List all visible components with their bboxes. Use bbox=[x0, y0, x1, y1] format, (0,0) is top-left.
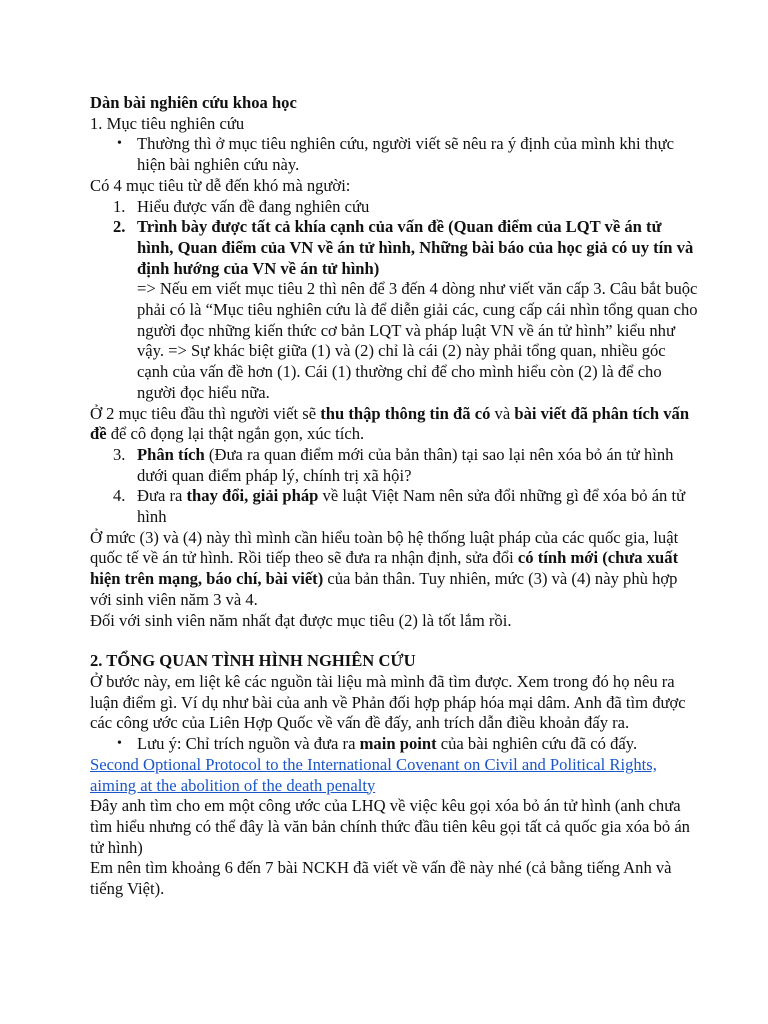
goals-list-b bbox=[90, 445, 700, 528]
section-1-bullets bbox=[90, 134, 700, 175]
text-run: và bbox=[490, 403, 515, 423]
goals-list-a bbox=[90, 197, 700, 404]
item-number: 2. bbox=[113, 217, 126, 237]
text-run: của bản thân. Tuy nhiên, mức (3) và (4) này phù hợp với sinh viên năm 3 và 4. bbox=[90, 569, 678, 609]
paragraph-levels-3-4 bbox=[90, 528, 700, 611]
text-run: Đưa ra bbox=[137, 486, 187, 506]
link-paragraph bbox=[90, 755, 700, 796]
bold-run: thu thập thông tin đã có bbox=[320, 403, 491, 423]
text-run: Lưu ý: Chỉ trích nguồn và đưa ra bbox=[137, 734, 360, 754]
goals-intro: Có 4 mục tiêu từ dễ đến khó mà người: bbox=[90, 175, 351, 195]
section-1-heading: 1. Mục tiêu nghiên cứu bbox=[90, 113, 245, 133]
text-run: để cô đọng lại thật ngắn gọn, xúc tích. bbox=[106, 424, 365, 444]
section-2-heading: 2. TỔNG QUAN TÌNH HÌNH NGHIÊN CỨU bbox=[90, 651, 416, 671]
goal-2-explanation: => Nếu em viết mục tiêu 2 thì nên để 3 đến 4 dòng như viết văn cấp 3. Câu bắt buộc phải có là “Mục tiêu nghiên cứu là để diễn giải các, cung cấp cái nhìn tổng quan cho người đọc những kiến thức cơ bản LQT và pháp luật VN về án tử hình” kiểu như vậy. => Sự khác biệt giữa (1) và (2) chỉ là cái (2) này phải tổng quan, nhiều góc cạnh của vấn đề hơn (1). Cái (1) thường chỉ để cho mình hiểu còn (2) là để cho người đọc hiểu nữa. bbox=[137, 279, 698, 402]
document-title: Dàn bài nghiên cứu khoa học bbox=[90, 93, 297, 112]
item-number: 4. bbox=[113, 486, 126, 506]
bullet-item: • Thường thì ở mục tiêu nghiên cứu, người viết sẽ nêu ra ý định của mình khi thực hiện bài nghiên cứu này. bbox=[90, 134, 700, 175]
item-number: 3. bbox=[113, 444, 126, 464]
goal-text-bold: Trình bày được tất cả khía cạnh của vấn đề (Quan điểm của LQT về án tử hình, Quan điểm của VN về án tử hình, Những bài báo của học giả có uy tín và định hướng của VN về án tử hình) bbox=[137, 217, 694, 278]
paragraph-first-year: Đối với sinh viên năm nhất đạt được mục tiêu (2) là tốt lắm rồi. bbox=[90, 610, 512, 630]
section-2-bullets bbox=[90, 734, 700, 755]
bold-run: thay đổi, giải pháp bbox=[186, 486, 319, 506]
bullet-item bbox=[90, 734, 700, 755]
text-run: (Đưa ra quan điểm mới của bản thân) tại sao lại nên xóa bỏ án tử hình dưới quan điểm pháp lý, chính trị xã hội? bbox=[137, 444, 674, 485]
paragraph-research-count: Em nên tìm khoảng 6 đến 7 bài NCKH đã viết về vấn đề này nhé (cả bằng tiếng Anh và tiếng Việt). bbox=[90, 858, 672, 899]
bold-run: bài viết đã phân tích vấn đề bbox=[90, 403, 690, 444]
goal-item-4 bbox=[90, 486, 700, 527]
text-run: về luật Việt Nam nên sửa đổi những gì để xóa bỏ án tử hình bbox=[137, 486, 686, 527]
goal-item-3 bbox=[90, 445, 700, 486]
text-run: của bài nghiên cứu đã có đấy. bbox=[436, 734, 638, 754]
bold-run: Phân tích bbox=[137, 444, 205, 464]
goal-item-2 bbox=[90, 217, 700, 403]
paragraph-overview: Ở bước này, em liệt kê các nguồn tài liệu mà mình đã tìm được. Xem trong đó họ nêu ra luận điểm gì. Ví dụ như bài của anh về Phản đối hợp pháp hóa mại dâm. Anh đã tìm được các công ước của Liên Hợp Quốc về vấn đề đấy, anh trích dẫn điều khoản đấy ra. bbox=[90, 671, 686, 733]
bold-run: main point bbox=[359, 734, 437, 754]
text-run: Ở 2 mục tiêu đầu thì người viết sẽ bbox=[90, 403, 321, 423]
item-number: 1. bbox=[113, 196, 126, 216]
document-page bbox=[90, 93, 700, 900]
text-run: Ở mức (3) và (4) này thì mình cần hiểu toàn bộ hệ thống luật pháp của các quốc gia, luật quốc tế về án tử hình. Rồi tiếp theo sẽ đưa ra nhận định, sửa đổi bbox=[90, 527, 679, 568]
bold-run: có tính mới (chưa xuất hiện trên mạng, báo chí, bài viết) bbox=[90, 548, 679, 589]
goal-text: Hiểu được vấn đề đang nghiên cứu bbox=[137, 196, 370, 216]
goal-item-1 bbox=[90, 197, 700, 218]
paragraph-first-goals bbox=[90, 404, 700, 445]
protocol-link[interactable]: Second Optional Protocol to the International Covenant on Civil and Political Rights, aiming at the abolition of the death penalty bbox=[90, 754, 657, 795]
paragraph-convention: Đây anh tìm cho em một công ước của LHQ về việc kêu gọi xóa bỏ án tử hình (anh chưa tìm hiểu nhưng có thể đây là văn bản chính thức đầu tiên kêu gọi tất cả quốc gia xóa bỏ án tử hình) bbox=[90, 796, 690, 857]
